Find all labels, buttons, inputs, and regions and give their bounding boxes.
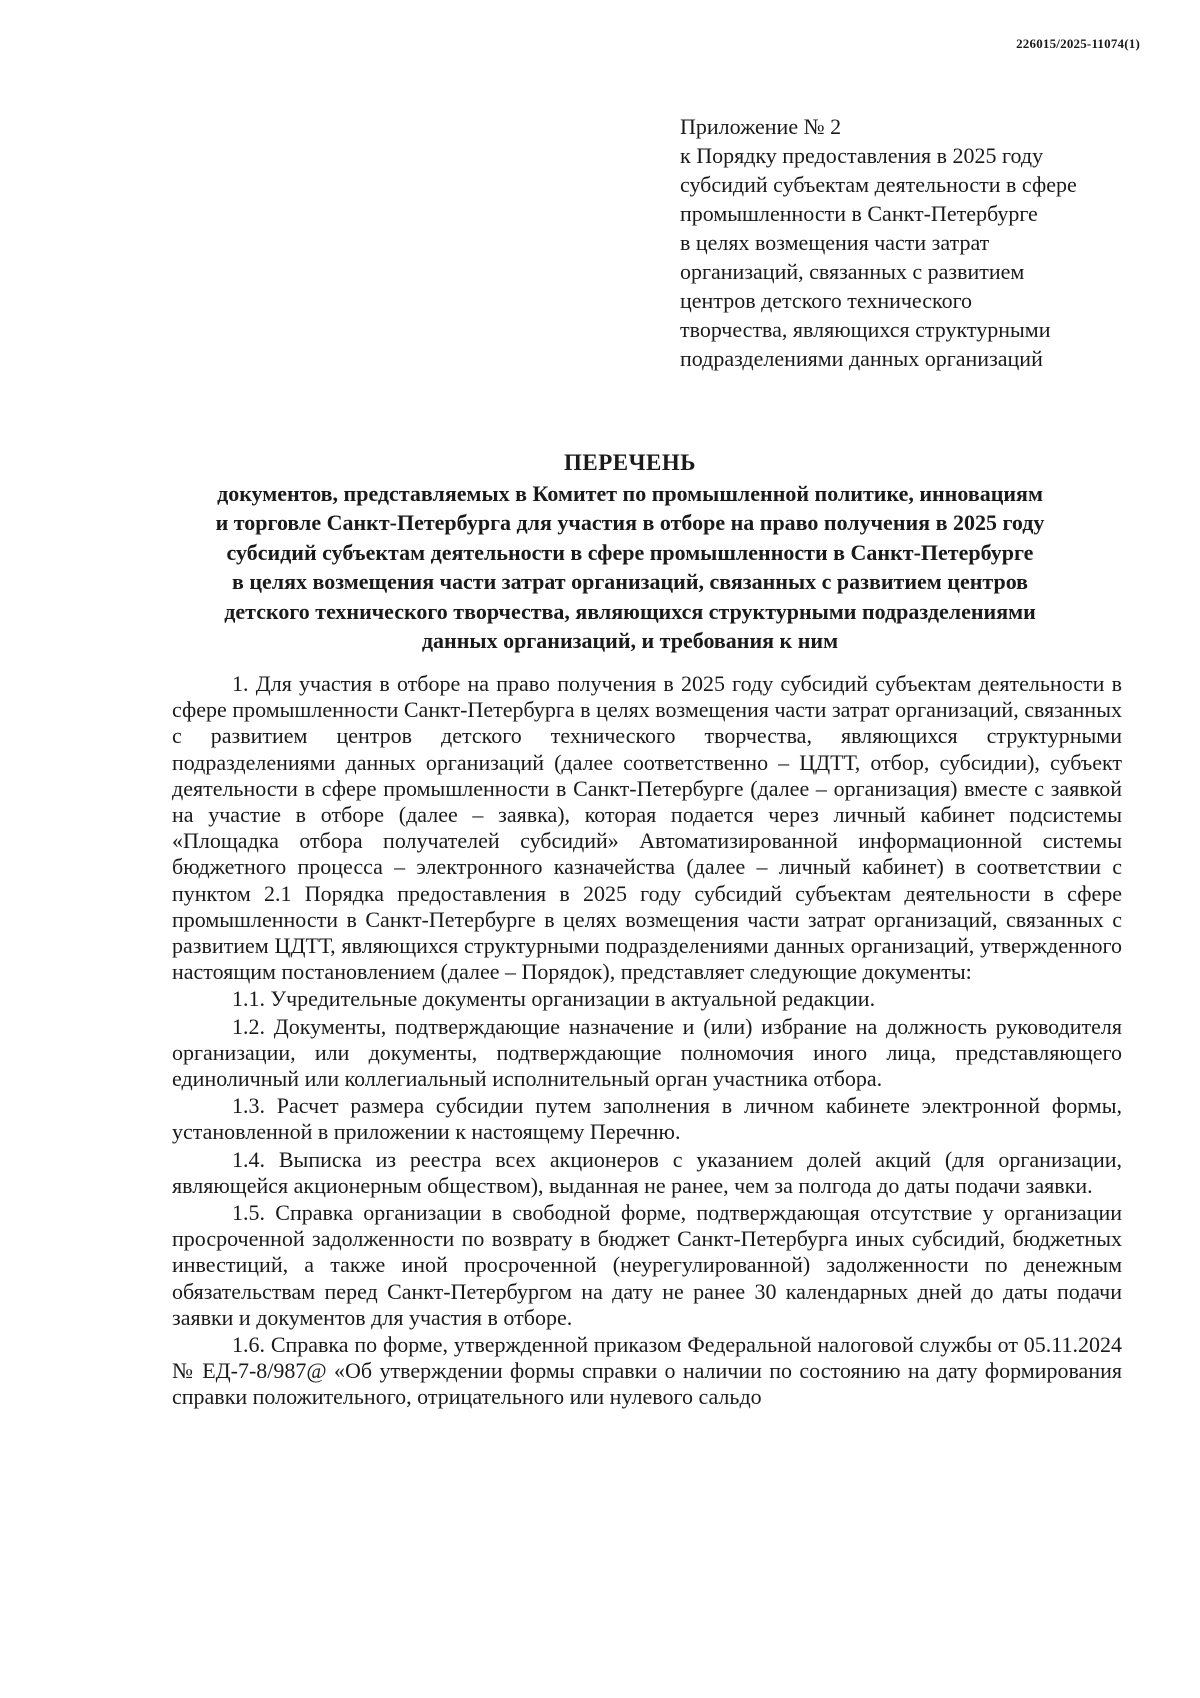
- appendix-line: подразделениями данных организаций: [680, 346, 1043, 371]
- document-subtitle-line: документов, представляемых в Комитет по промышленной политике, инновациям: [217, 480, 1043, 506]
- appendix-line: к Порядку предоставления в 2025 году: [680, 143, 1044, 168]
- paragraph-1-6: 1.6. Справка по форме, утвержденной приказом Федеральной налоговой службы от 05.11.2024 № ЕД-7-8/987@ «Об утверждении формы справки о наличии по состоянию на дату формирования справки положительного, отрицательного или нулевого сальдо: [172, 1332, 1122, 1410]
- document-body: [172, 671, 1122, 1412]
- appendix-line: субсидий субъектам деятельности в сфере: [680, 172, 1077, 197]
- paragraph-1-1: 1.1. Учредительные документы организации в актуальной редакции.: [232, 986, 876, 1012]
- document-subtitle-line: в целях возмещения части затрат организаций, связанных с развитием центров: [231, 569, 1029, 594]
- paragraph-1-4: 1.4. Выписка из реестра всех акционеров с указанием долей акций (для организации, являющейся акционерным обществом), выданная не ранее, чем за полгода до даты подачи заявки.: [172, 1146, 1122, 1198]
- document-subtitle-line: субсидий субъектам деятельности в сфере промышленности в Санкт-Петербурге: [226, 539, 1034, 565]
- document-subtitle-line: данных организаций, и требования к ним: [421, 628, 839, 653]
- appendix-line: Приложение № 2: [680, 114, 842, 139]
- appendix-line: центров детского технического: [680, 288, 973, 313]
- appendix-reference-block: [680, 112, 1160, 373]
- document-subtitle-line: детского технического творчества, являющихся структурными подразделениями: [224, 598, 1036, 624]
- document-title: ПЕРЕЧЕНЬ: [564, 450, 696, 475]
- paragraph-1-2: 1.2. Документы, подтверждающие назначение и (или) избрание на должность руководителя организации, или документы, подтверждающие полномочия иного лица, представляющего единоличный или коллегиальный исполнительный орган участника отбора.: [172, 1013, 1122, 1092]
- paragraph-1-3: 1.3. Расчет размера субсидии путем заполнения в личном кабинете электронной формы, установленной в приложении к настоящему Перечню.: [172, 1093, 1122, 1145]
- appendix-line: организаций, связанных с развитием: [680, 259, 1025, 284]
- paragraph-1-5: 1.5. Справка организации в свободной форме, подтверждающая отсутствие у организации просроченной задолженности по возврату в бюджет Санкт-Петербурга иных субсидий, бюджетных инвестиций, а также иной просроченной (неурегулированной) задолженности по денежным обязательствам перед Санкт-Петербургом на дату не ранее 30 календарных дней до даты подачи заявки и документов для участия в отборе.: [172, 1200, 1122, 1330]
- document-subtitle-line: и торговле Санкт-Петербурга для участия в отборе на право получения в 2025 году: [215, 510, 1045, 535]
- document-registration-number: 226015/2025-11074(1): [1016, 36, 1140, 51]
- appendix-line: в целях возмещения части затрат: [680, 230, 990, 255]
- appendix-line: промышленности в Санкт-Петербурге: [680, 201, 1038, 226]
- paragraph-1: 1. Для участия в отборе на право получения в 2025 году субсидий субъектам деятельности в сфере промышленности Санкт-Петербурга в целях возмещения части затрат организаций, связанных с развитием центров детского технического творчества, являющихся структурными подразделениями данных организаций (далее соответственно – ЦДТТ, отбор, субсидии), субъект деятельности в сфере промышленности в Санкт-Петербурге (далее – организация) вместе с заявкой на участие в отборе (далее – заявка), которая подается через личный кабинет подсистемы «Площадка отбора получателей субсидий» Автоматизированной информационной системы бюджетного процесса – электронного казначейства (далее – личный кабинет) в соответствии с пунктом 2.1 Порядка предоставления в 2025 году субсидий субъектам деятельности в сфере промышленности в Санкт-Петербурге в целях возмещения части затрат организаций, связанных с развитием ЦДТТ, являющихся структурными подразделениями данных организаций, утвержденного настоящим постановлением (далее – Порядок), представляет следующие документы:: [172, 671, 1122, 985]
- appendix-line: творчества, являющихся структурными: [680, 317, 1051, 342]
- document-heading: [150, 448, 1110, 656]
